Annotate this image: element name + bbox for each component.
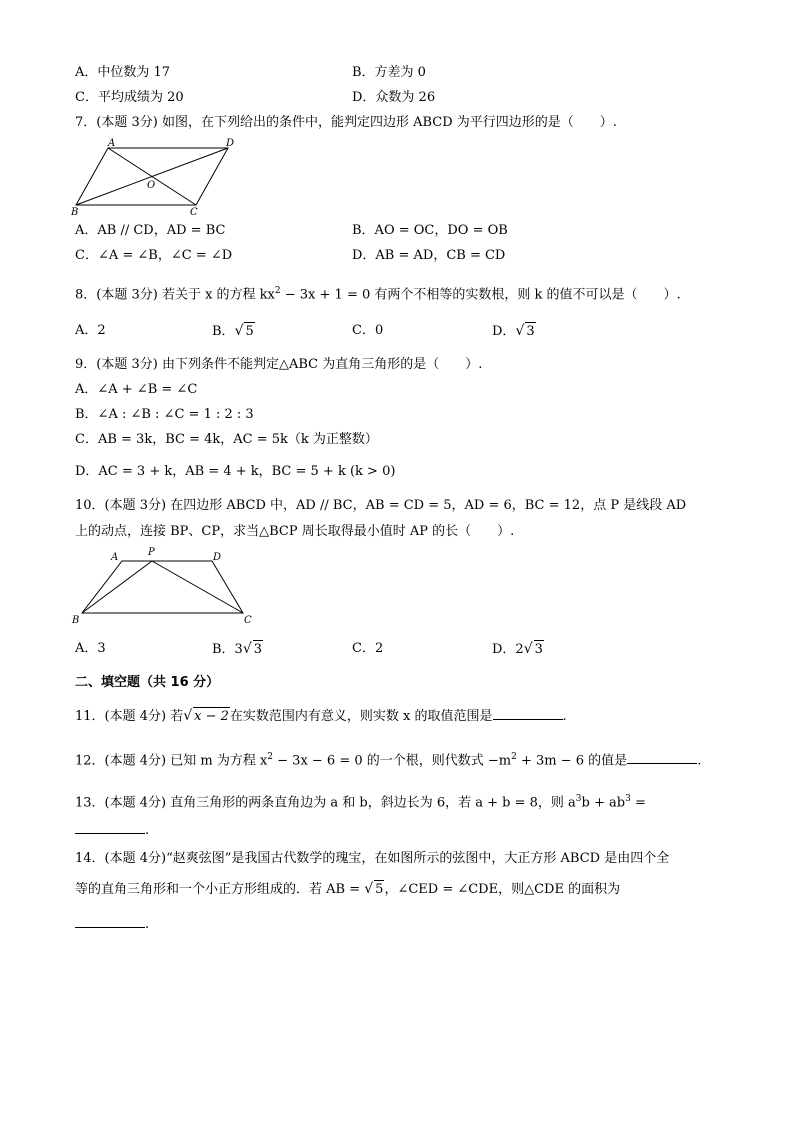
q12-stem: 12．(本题 4分) 已知 m 为方程 $x^2 - 3x - 6 = 0$ 的一个根，则代数式 $-m^2 + 3m - 6$ 的值是 . (75, 752, 702, 769)
q14-answer-line: . (75, 914, 149, 934)
q7-option-c: C．∠A = ∠B，∠C = ∠D (75, 248, 233, 263)
q6-option-a: A．中位数为 17 (75, 65, 171, 80)
q7-option-b: B．AO = OC，DO = OB (352, 223, 508, 238)
q6-option-c: C．平均成绩为 20 (75, 90, 184, 105)
q13-answer-blank[interactable] (75, 820, 145, 834)
q9-option-a: A．∠A + ∠B = ∠C (75, 382, 198, 397)
q7-label-b: B (71, 207, 79, 218)
q14-stem-line2: 等的直角三角形和一个小正方形组成的．若 AB = √ 5，∠CED = ∠CDE，则△CDE 的面积为 (75, 881, 621, 897)
q14-stem-line1: 14．(本题 4分)“赵爽弦图”是我国古代数学的瑰宝，在如图所示的弦图中，大正方形 ABCD 是由四个全 (75, 851, 670, 866)
q8-option-a: A．2 (75, 323, 106, 338)
q11-stem: 11．(本题 4分) 若√ x − 2在实数范围内有意义，则实数 x 的取值范围是 . (75, 708, 567, 724)
q10-trapezoid-figure (68, 543, 268, 628)
q7-label-a: A (108, 138, 116, 149)
q12-answer-blank[interactable] (627, 750, 697, 764)
q9-option-b: B．∠A : ∠B : ∠C = 1 : 2 : 3 (75, 407, 254, 422)
q10-option-d: D．2√ 3 (492, 641, 543, 657)
q9-stem: 9．(本题 3分) 由下列条件不能判定△ABC 为直角三角形的是（ ）. (75, 357, 483, 372)
q10-label-d: D (213, 552, 222, 563)
q6-option-d: D．众数为 26 (352, 90, 436, 105)
section-title: 二、填空题（共 16 分） (75, 675, 220, 690)
q10-option-c: C．2 (352, 641, 384, 656)
q9-option-d: D．AC = 3 + k，AB = 4 + k，BC = 5 + k (k > 0) (75, 464, 396, 479)
q8-option-d: D．√ 3 (492, 323, 535, 339)
q10-label-a: A (111, 552, 119, 563)
q9-option-c: C．AB = 3k，BC = 4k，AC = 5k（k 为正整数） (75, 432, 378, 447)
q7-label-d: D (226, 138, 235, 149)
q10-label-p: P (148, 547, 155, 558)
q10-label-b: B (72, 615, 80, 626)
q10-option-a: A．3 (75, 641, 106, 656)
q6-option-b: B．方差为 0 (352, 65, 426, 80)
q7-label-c: C (190, 207, 198, 218)
q10-stem-line1: 10．(本题 3分) 在四边形 ABCD 中，AD // BC，AB = CD = 5，AD = 6，BC = 12，点 P 是线段 AD (75, 498, 687, 513)
q7-option-d: D．AB = AD，CB = CD (352, 248, 506, 263)
q10-stem-line2: 上的动点，连接 BP、CP，求当△BCP 周长取得最小值时 AP 的长（ ）. (75, 524, 515, 539)
q10-label-c: C (244, 615, 252, 626)
q8-stem: 8．(本题 3分) 若关于 x 的方程 $kx^2 - 3x + 1 = 0$ 有两个不相等的实数根，则 k 的值不可以是（ ）. (75, 286, 681, 303)
q13-stem: 13．(本题 4分) 直角三角形的两条直角边为 a 和 b，斜边长为 6，若 a + b = 8，则 $a^3b + ab^3$ = (75, 794, 646, 811)
q7-parallelogram-figure (68, 135, 248, 220)
q11-answer-blank[interactable] (493, 706, 563, 720)
q7-stem: 7．(本题 3分) 如图，在下列给出的条件中，能判定四边形 ABCD 为平行四边形的是（ ）. (75, 115, 617, 130)
q8-option-b: B．√ 5 (212, 323, 254, 339)
q8-option-c: C．0 (352, 323, 384, 338)
q14-answer-blank[interactable] (75, 914, 145, 928)
q10-option-b: B．3√ 3 (212, 641, 263, 657)
q7-label-o: O (147, 180, 156, 191)
q13-answer-line: . (75, 820, 149, 840)
q7-option-a: A．AB // CD，AD = BC (75, 223, 226, 238)
